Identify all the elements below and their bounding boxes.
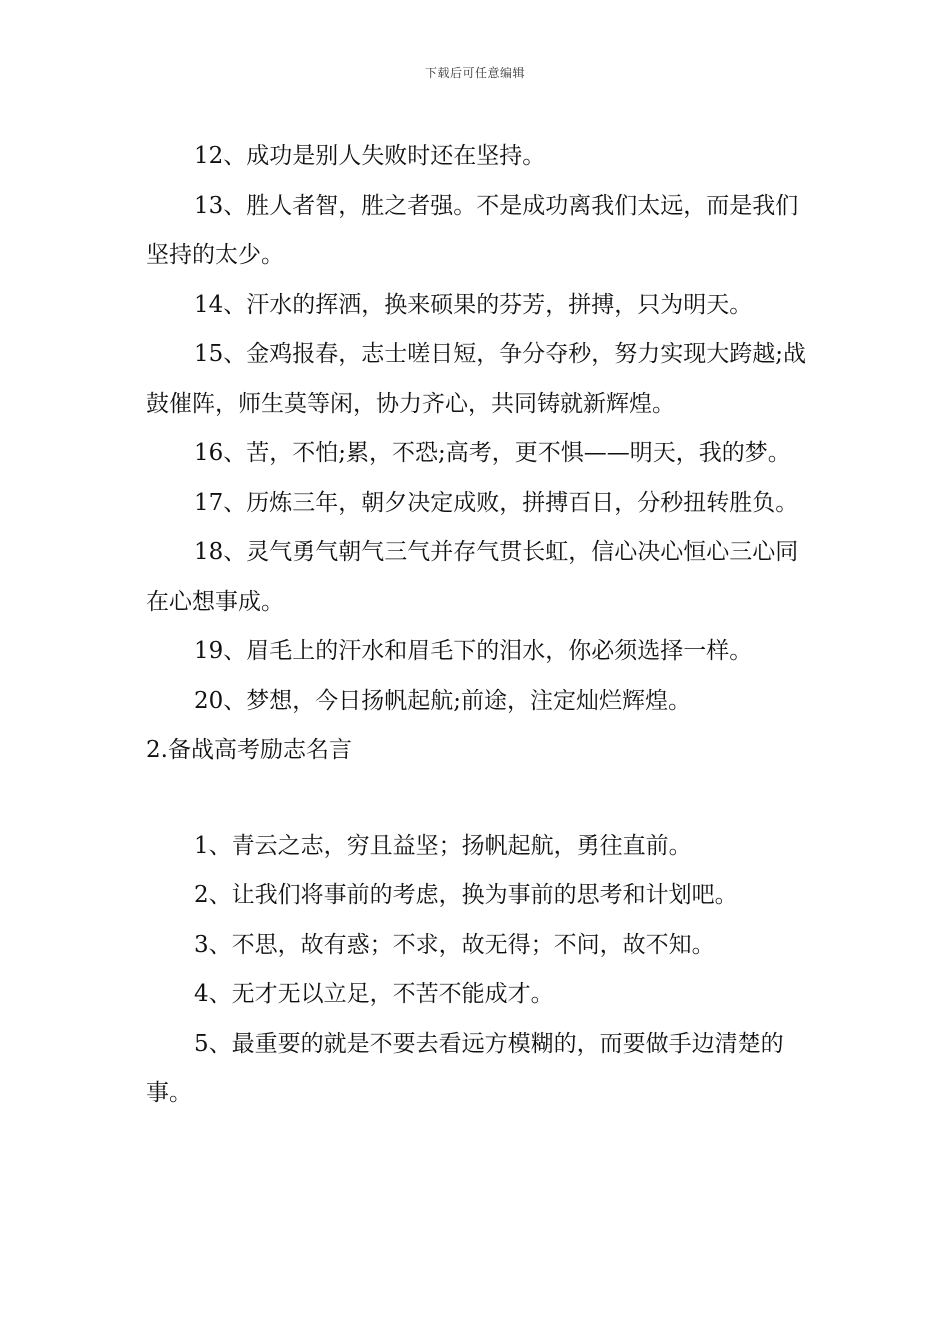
- section-spacer: [146, 776, 810, 822]
- quote-item-4: 4、无才无以立足，不苦不能成才。: [194, 981, 554, 1007]
- quote-item-2: 2、让我们将事前的考虑，换为事前的思考和计划吧。: [194, 882, 738, 908]
- quote-item-18: 18、灵气勇气朝气三气并存气贯长虹，信心决心恒心三心同在心想事成。: [146, 539, 799, 615]
- quote-item-1: 1、青云之志，穷且益坚；扬帆起航，勇往直前。: [194, 832, 692, 859]
- quote-item-20: 20、梦想，今日扬帆起航;前途，注定灿烂辉煌。: [194, 687, 692, 714]
- quote-item-19: 19、眉毛上的汗水和眉毛下的泪水，你必须选择一样。: [194, 638, 753, 664]
- page-header: 下载后可任意编辑: [424, 66, 525, 80]
- document-body: [146, 132, 810, 1119]
- quote-item-13: 13、胜人者智，胜之者强。不是成功离我们太远，而是我们坚持的太少。: [146, 192, 799, 268]
- quote-item-16: 16、苦，不怕;累，不恐;高考，更不惧——明天，我的梦。: [194, 440, 791, 466]
- quote-item-17: 17、历炼三年，朝夕决定成败，拼搏百日，分秒扭转胜负。: [194, 489, 799, 516]
- quote-item-3: 3、不思，故有惑；不求，故无得；不问，故不知。: [194, 931, 715, 958]
- section-heading: 2.备战高考励志名言: [146, 737, 352, 763]
- quote-item-5: 5、最重要的就是不要去看远方模糊的，而要做手边清楚的事。: [146, 1030, 784, 1106]
- quote-item-14: 14、汗水的挥洒，换来硕果的芬芳，拼搏，只为明天。: [194, 291, 753, 318]
- quote-item-12: 12、成功是别人失败时还在坚持。: [194, 143, 546, 169]
- quote-item-15: 15、金鸡报春，志士嗟日短，争分夺秒，努力实现大跨越;战鼓催阵，师生莫等闲，协力齐心，共同铸就新辉煌。: [146, 341, 807, 417]
